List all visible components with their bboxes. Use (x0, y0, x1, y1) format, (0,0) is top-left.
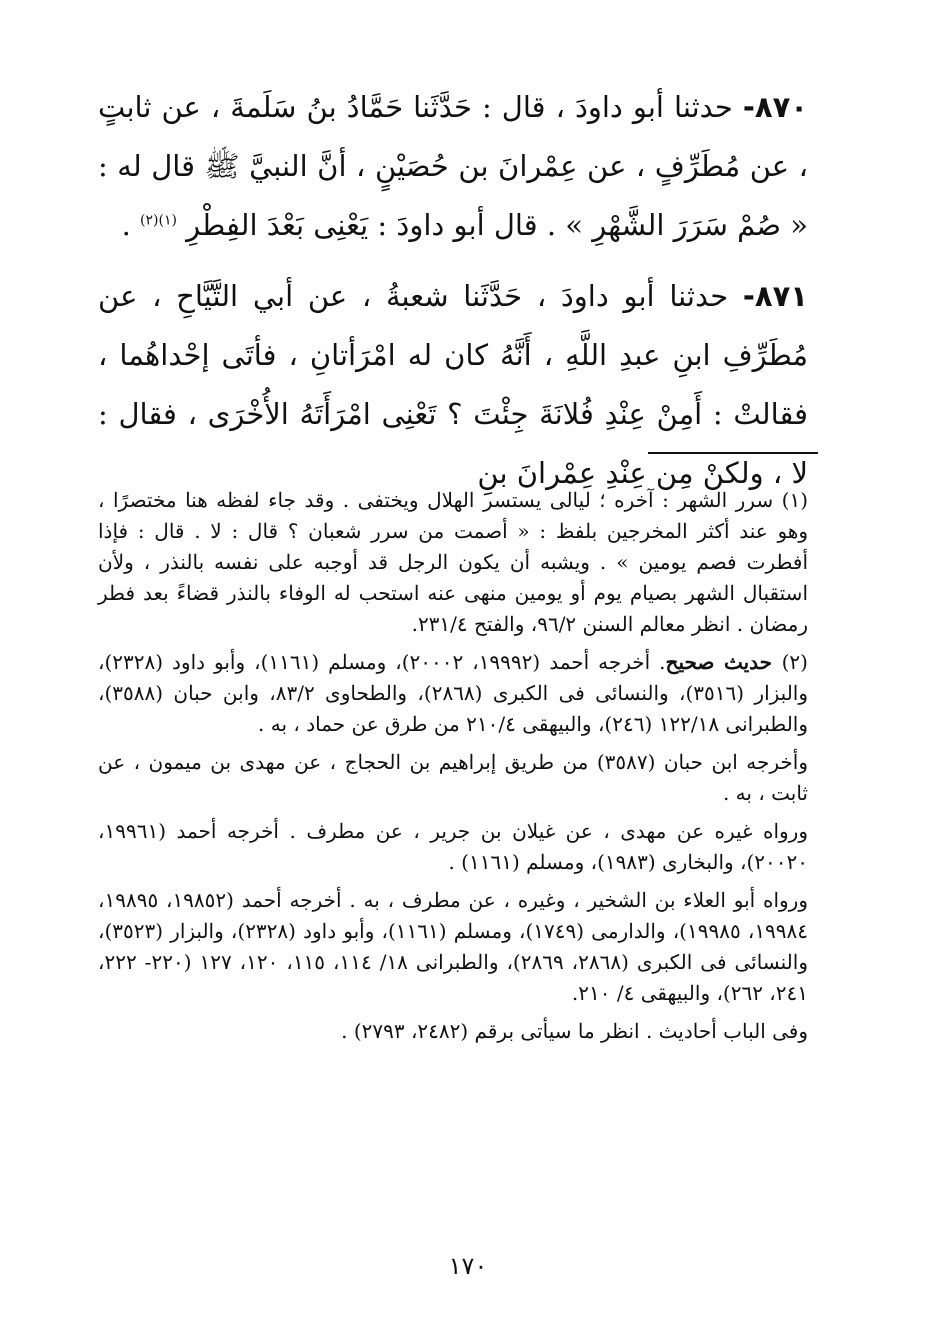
footnote-refs: (١)(٢) (140, 212, 177, 229)
footnote-1 (98, 485, 808, 640)
grading-label: حديث صحيح (665, 650, 782, 674)
footnote-2 (98, 647, 808, 740)
hadith-text: حدثنا أبو داودَ ، حَدَّثَنا شعبةُ ، عن أبي التَّيَّاحِ ، عن مُطَرِّفِ ابنِ عبدِ اللَّهِ ، أَنَّهُ كان له امْرَأتانِ ، فأتَى إحْداهُما ، فقالتْ : أَمِنْ عِنْدِ فُلانَةَ جِئْتَ ؟ تَعْنِى امْرَأَتَهُ الأُخْرَى ، فقال : لا ، ولكنْ مِن عِنْدِ عِمْرانَ بنِ (98, 279, 808, 490)
hadith-text: حدثنا أبو داودَ ، قال : حَدَّثَنا حَمَّادُ بنُ سَلَمةَ ، عن ثابتٍ ، عن مُطَرِّفٍ ، عن عِمْرانَ بن حُصَيْنٍ ، أنَّ النبيَّ ﷺ قال له : « صُمْ سَرَرَ الشَّهْرِ » . قال أبو داودَ : يَعْنِى بَعْدَ الفِطْرِ (98, 90, 808, 242)
footnote-2-continued (98, 747, 808, 809)
footnote-2-continued (98, 816, 808, 878)
footnote-text: . أخرجه أحمد (١٩٩٩٢، ٢٠٠٠٢)، ومسلم (١١٦١)، وأبو داود (٢٣٢٨)، والبزار (٣٥١٦)، والنسائى فى الكبرى (٢٨٦٨)، والطحاوى ٨٣/٢، وابن حبان (٣٥٨٨)، والطبرانى ١٢٢/١٨ (٢٤٦)، والبيهقى ٢١٠/٤ من طرق عن حماد ، به . (98, 650, 809, 736)
hadith-number: ٨٧٠- (742, 90, 808, 124)
page-number: ١٧٠ (448, 1252, 488, 1280)
footnote-text: وأخرجه ابن حبان (٣٥٨٧) من طريق إبراهيم بن الحجاج ، عن مهدى بن ميمون ، عن ثابت ، به . (98, 750, 808, 805)
footnote-marker: (٢) (781, 650, 808, 674)
hadith-end: . (121, 208, 140, 242)
hadith-871 (98, 267, 808, 503)
footnote-marker: (١) (781, 488, 808, 512)
hadith-870 (98, 78, 808, 255)
footnotes (98, 485, 808, 1054)
footnote-text: ورواه غيره عن مهدى ، عن غيلان بن جرير ، عن مطرف . أخرجه أحمد (١٩٩٦١، ٢٠٠٢٠)، والبخارى (١٩٨٣)، ومسلم (١١٦١) . (98, 819, 808, 874)
footnote-2-continued (98, 885, 808, 1009)
footnote-separator (648, 452, 818, 454)
footnote-text: وفى الباب أحاديث . انظر ما سيأتى برقم (٢٤٨٢، ٢٧٩٣) . (341, 1019, 808, 1043)
hadith-number: ٨٧١- (742, 279, 808, 313)
footnote-text: ورواه أبو العلاء بن الشخير ، وغيره ، عن مطرف ، به . أخرجه أحمد (١٩٨٥٢، ١٩٨٩٥، ١٩٩٨٤، ١٩٩٨٥)، والدارمى (١٧٤٩)، ومسلم (١١٦١)، وأبو داود (٢٣٢٨)، والبزار (٣٥٢٣)، والنسائى فى الكبرى (٢٨٦٨، ٢٨٦٩)، والطبرانى ١٨/ ١١٤، ١١٥، ١٢٠، ١٢٧ (٢٢٠- ٢٢٢، ٢٤١، ٢٦٢)، والبيهقى ٤/ ٢١٠. (98, 888, 809, 1005)
footnote-2-continued (98, 1016, 808, 1047)
main-text (98, 78, 808, 515)
footnote-text: سرر الشهر : آخره ؛ ليالى يستسر الهلال ويختفى . وقد جاء لفظه هنا مختصرًا ، وهو عند أكثر المخرجين بلفظ : « أصمت من سرر شعبان ؟ قال : لا . قال : فإذا أفطرت فصم يومين » . ويشبه أن يكون الرجل قد أوجبه على نفسه بالنذر ، ولأن استقبال الشهر بصيام يوم أو يومين منهى عنه استحب له الوفاء بالنذر قضاءً بعد فطر رمضان . انظر معالم السنن ٩٦/٢، والفتح ٢٣١/٤. (98, 488, 808, 636)
